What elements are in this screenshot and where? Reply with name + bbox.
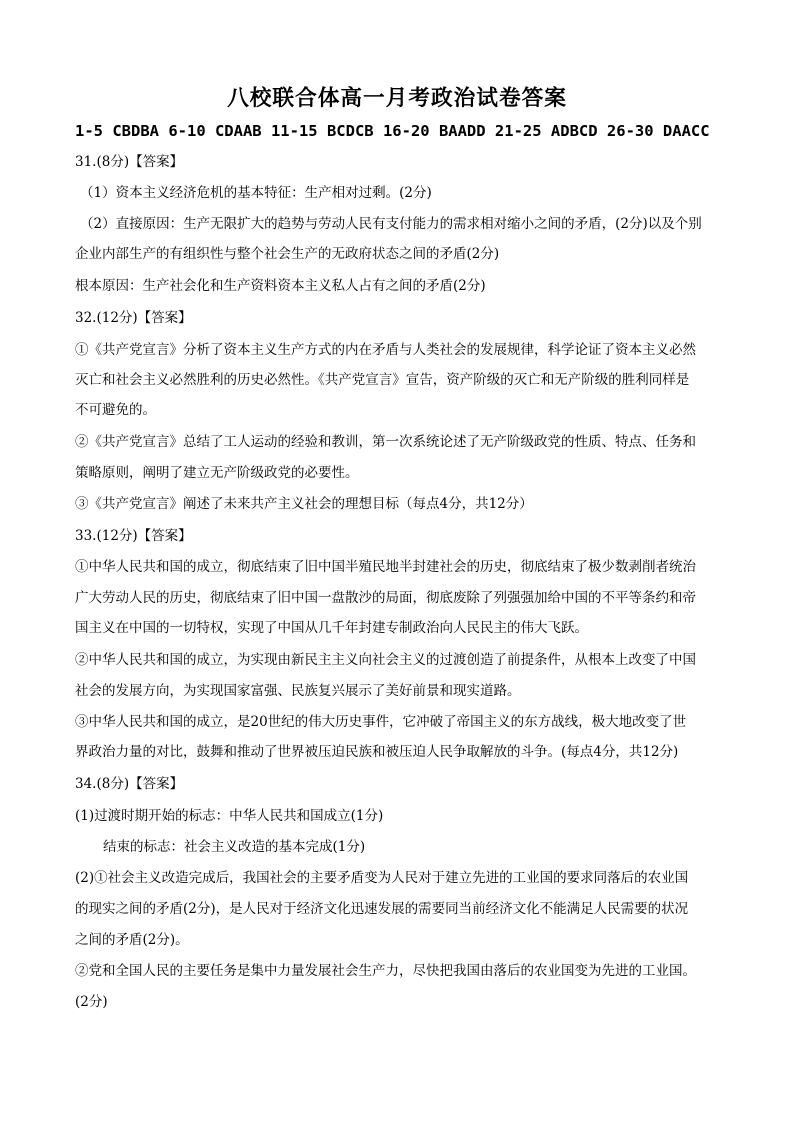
q34-line-4: 的现实之间的矛盾(2分)，是人民对于经济文化迅速发展的需要同当前经济文化不能满足人民需要的状况 xyxy=(75,901,689,917)
q31-header: 31.(8分)【答案】 xyxy=(75,154,184,170)
q34-line-2: 结束的标志：社会主义改造的基本完成(1分) xyxy=(103,839,366,855)
q34-header: 34.(8分)【答案】 xyxy=(75,776,184,792)
q32-line-2: 灭亡和社会主义必然胜利的历史必然性。《共产党宣言》宣告，资产阶级的灭亡和无产阶级的胜利同样是 xyxy=(75,372,690,388)
page-title: 八校联合体高一月考政治试卷答案 xyxy=(227,86,567,111)
q33-line-2: 广大劳动人民的历史，彻底结束了旧中国一盘散沙的局面，彻底废除了列强强加给中国的不平等条约和帝 xyxy=(75,590,696,606)
q32-line-6: ③《共产党宣言》阐述了未来共产主义社会的理想目标（每点4分，共12分） xyxy=(75,496,533,512)
q33-line-4: ②中华人民共和国的成立，为实现由新民主主义向社会主义的过渡创造了前提条件，从根本上改变了中国 xyxy=(75,652,696,668)
q32-header: 32.(12分)【答案】 xyxy=(75,310,192,326)
q34-line-3: (2)①社会主义改造完成后，我国社会的主要矛盾变为人民对于建立先进的工业国的要求同落后的农业国 xyxy=(75,870,689,886)
q31-line-4: 根本原因：生产社会化和生产资料资本主义私人占有之间的矛盾(2分) xyxy=(75,278,486,294)
q33-header: 33.(12分)【答案】 xyxy=(75,528,192,544)
q33-line-5: 社会的发展方向，为实现国家富强、民族复兴展示了美好前景和现实道路。 xyxy=(75,683,521,699)
q33-line-7: 界政治力量的对比，鼓舞和推动了世界被压迫民族和被压迫人民争取解放的斗争。(每点4分，共12分) xyxy=(75,744,679,760)
q34-line-1: (1)过渡时期开始的标志：中华人民共和国成立(1分) xyxy=(75,808,384,824)
q34-line-5: 之间的矛盾(2分)。 xyxy=(75,932,189,948)
q34-line-7: (2分) xyxy=(75,994,108,1010)
q31-line-2: （2）直接原因：生产无限扩大的趋势与劳动人民有支付能力的需求相对缩小之间的矛盾，(2分)以及个别 xyxy=(80,216,702,232)
q33-line-6: ③中华人民共和国的成立，是20世纪的伟大历史事件，它冲破了帝国主义的东方战线，极大地改变了世 xyxy=(75,714,687,730)
q31-line-1: （1）资本主义经济危机的基本特征：生产相对过剩。(2分) xyxy=(80,185,432,201)
q32-line-5: 策略原则，阐明了建立无产阶级政党的必要性。 xyxy=(75,465,359,481)
q33-line-3: 国主义在中国的一切特权，实现了中国从几千年封建专制政治向人民民主的伟大飞跃。 xyxy=(75,620,588,636)
q31-line-3: 企业内部生产的有组织性与整个社会生产的无政府状态之间的矛盾(2分) xyxy=(75,246,500,262)
multiple-choice-answers: 1-5 CBDBA 6-10 CDAAB 11-15 BCDCB 16-20 BAADD 21-25 ADBCD 26-30 DAACC xyxy=(75,122,710,140)
q33-line-1: ①中华人民共和国的成立，彻底结束了旧中国半殖民地半封建社会的历史，彻底结束了极少数剥削者统治 xyxy=(75,559,696,575)
q34-line-6: ②党和全国人民的主要任务是集中力量发展社会生产力，尽快把我国由落后的农业国变为先进的工业国。 xyxy=(75,963,696,979)
q32-line-3: 不可避免的。 xyxy=(75,402,156,418)
q32-line-4: ②《共产党宣言》总结了工人运动的经验和教训，第一次系统论述了无产阶级政党的性质、特点、任务和 xyxy=(75,434,696,450)
q32-line-1: ①《共产党宣言》分析了资本主义生产方式的内在矛盾与人类社会的发展规律，科学论证了资本主义必然 xyxy=(75,342,696,358)
